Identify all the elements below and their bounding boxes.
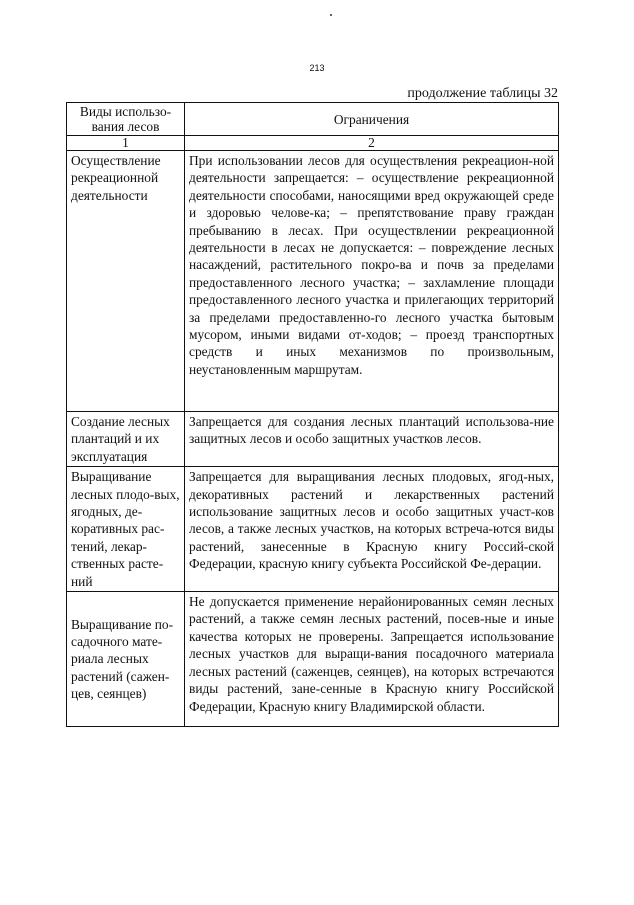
- restrictions-cell: Запрещается для выращивания лесных плодовых, ягод-ных, декоративных растений и лекарственных растений использование защитных лесов и особо защитных участ-ков лесов, а также лесных участков, на которых встреча-ются виды растений, занесенные в Красную книгу Россий-ской Федерации, красную книгу субъекта Российской Фе-дерации.: [185, 467, 559, 592]
- restrictions-cell: Не допускается применение нерайонированных семян лесных растений, а также семян лесных растений, посев-ные и иные качества которых не проверены. Запрещается использование лесных участков для выращи-вания посадочного материала лесных растений (саженцев, сеянцев), на которых встречаются виды растений, зане-сенные в Красную книгу Российской Федерации, Красную книгу Владимирской области.: [185, 592, 559, 727]
- forest-use-type-cell: Осуществление рекреационной деятельности: [67, 151, 185, 412]
- column-number-1: 1: [67, 136, 185, 151]
- restrictions-cell: Запрещается для создания лесных плантаций использова-ние защитных лесов и особо защитных участков лесов.: [185, 412, 559, 467]
- restrictions-table: [66, 102, 559, 727]
- column-number-2: 2: [185, 136, 559, 151]
- page-number: 213: [309, 63, 325, 73]
- header-restrictions: Ограничения: [185, 103, 559, 136]
- table-row: [67, 412, 559, 467]
- table-continuation-caption: продолжение таблицы 32: [407, 86, 558, 101]
- forest-use-type-cell: Выращивание лесных плодо-вых, ягодных, де-коративных рас-тений, лекар-ственных расте-ний: [67, 467, 185, 592]
- forest-use-type-cell: Создание лесных плантаций и их эксплуатация: [67, 412, 185, 467]
- table-header-row: [67, 103, 559, 136]
- table-row: [67, 151, 559, 412]
- scan-speck: [330, 14, 332, 16]
- restrictions-cell: При использовании лесов для осуществления рекреацион-ной деятельности запрещается: – осуществление рекреационной деятельности способами, наносящими вред окружающей среде и здоровью челове-ка; – препятствование праву граждан пребыванию в лесах. При осуществлении рекреационной деятельности в лесах не допускается: – повреждение лесных насаждений, растительного покро-ва и почв за пределами предоставленного лесного участка; – захламление площади предоставленного лесного участка и прилегающих территорий за пределами предоставленно-го лесного участка бытовым мусором, иными видами от-ходов; – проезд транспортных средств и иных механизмов по произвольным, неустановленным маршрутам.: [185, 151, 559, 412]
- table-row: [67, 592, 559, 727]
- table-row: [67, 467, 559, 592]
- header-forest-use-type: Виды использо-вания лесов: [67, 103, 185, 136]
- column-number-row: [67, 136, 559, 151]
- forest-use-type-cell: Выращивание по-садочного мате-риала лесных растений (сажен-цев, сеянцев): [67, 592, 185, 727]
